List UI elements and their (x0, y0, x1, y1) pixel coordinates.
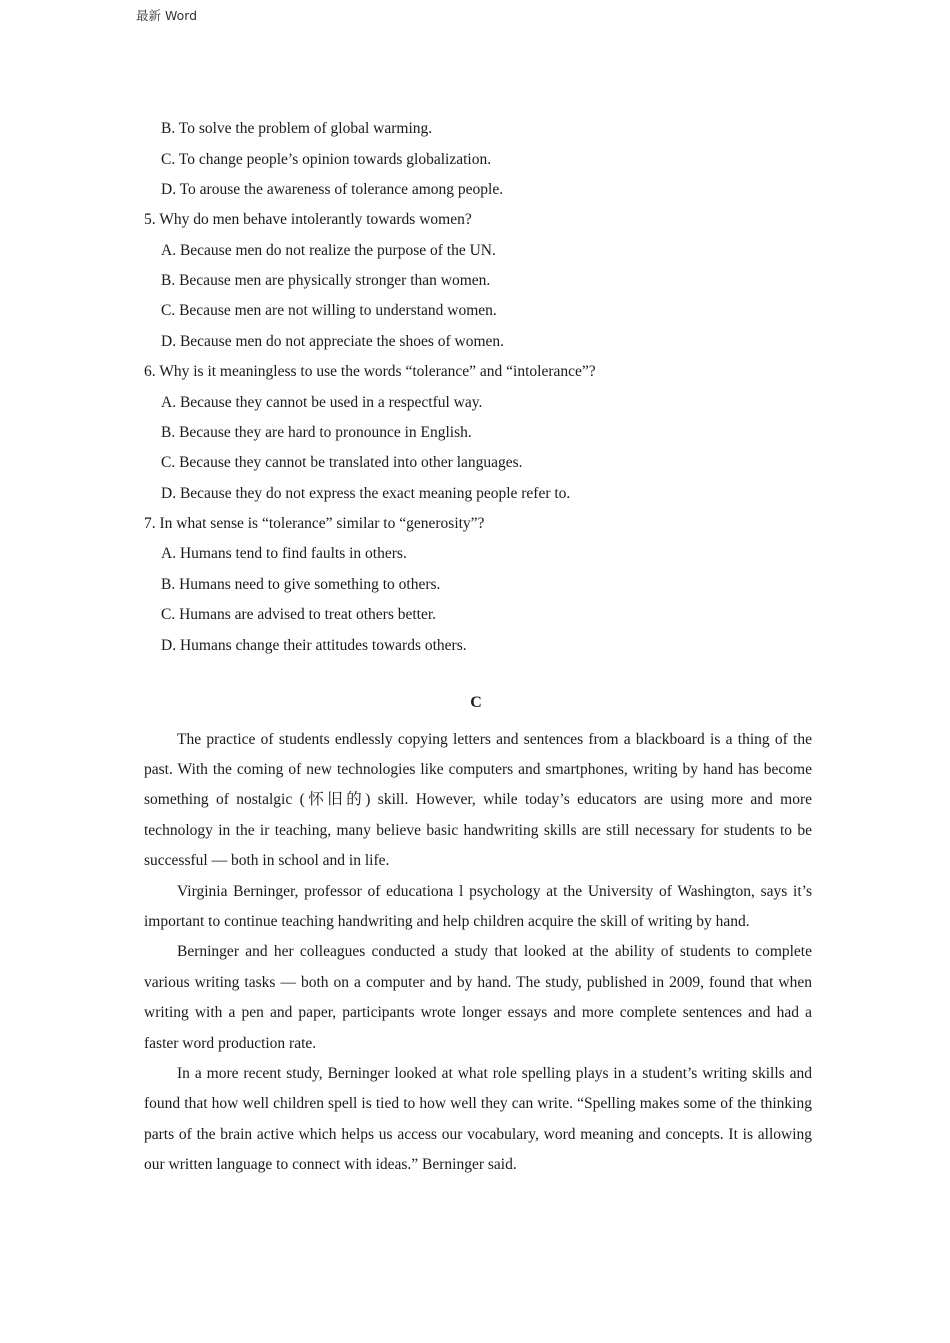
q5-option-a: A. Because men do not realize the purpose of the UN. (161, 241, 496, 259)
q4-option-c: C. To change people’s opinion towards globalization. (161, 150, 492, 168)
q7-question: 7. In what sense is “tolerance” similar to “generosity”? (144, 515, 485, 532)
section-title: C (470, 694, 482, 711)
q6-option-b: B. Because they are hard to pronounce in English. (161, 424, 472, 441)
q6-question: 6. Why is it meaningless to use the words “tolerance” and “intolerance”? (144, 363, 596, 380)
q7-option-a: A. Humans tend to find faults in others. (161, 545, 407, 562)
q7-option-c: C. Humans are advised to treat others better. (161, 606, 437, 623)
q5-question: 5. Why do men behave intolerantly towards women? (144, 211, 472, 228)
passage-paragraph-2: Virginia Berninger, professor of educationa l psychology at the University of Washington, says it’s important to continue teaching handwriting and help children acquire the skill of writing by hand. (144, 882, 812, 930)
q4-option-b: B. To solve the problem of global warming. (161, 120, 433, 137)
reading-passage (144, 725, 812, 1181)
q7-option-b: B. Humans need to give something to others. (161, 575, 441, 593)
q5-option-b: B. Because men are physically stronger than women. (161, 272, 491, 289)
q4-option-d: D. To arouse the awareness of tolerance among people. (161, 181, 504, 198)
q7-option-d: D. Humans change their attitudes towards others. (161, 636, 467, 654)
q6-option-d: D. Because they do not express the exact meaning people refer to. (161, 484, 571, 502)
document-header: 最新 Word (136, 8, 198, 23)
passage-paragraph-4: In a more recent study, Berninger looked at what role spelling plays in a student’s writing skills and found that how well children spell is tied to how well they can write. “Spelling makes some of the thinking parts of the brain active which helps us access our vocabulary, word meaning and concepts. It is allowing our written language to connect with ideas.” Berninger said. (144, 1064, 812, 1174)
q6-option-a: A. Because they cannot be used in a respectful way. (161, 393, 483, 411)
passage-paragraph-1: The practice of students endlessly copying letters and sentences from a blackboard is a thing of the past. With the coming of new technologies like computers and smartphones, writing by hand has become something of nostalgic (怀旧的) skill. However, while today’s educators are using more and more technology in the ir teaching, many believe basic handwriting skills are still necessary for students to be successful — both in school and in life. (144, 730, 812, 870)
passage-paragraph-3: Berninger and her colleagues conducted a study that looked at the ability of students to complete various writing tasks — both on a computer and by hand. The study, published in 2009, found that when writing with a pen and paper, participants wrote longer essays and more complete sentences and had a faster word production rate. (144, 943, 812, 1052)
q6-option-c: C. Because they cannot be translated into other languages. (161, 454, 523, 471)
q5-option-d: D. Because men do not appreciate the shoes of women. (161, 332, 505, 350)
q5-option-c: C. Because men are not willing to understand women. (161, 302, 497, 319)
